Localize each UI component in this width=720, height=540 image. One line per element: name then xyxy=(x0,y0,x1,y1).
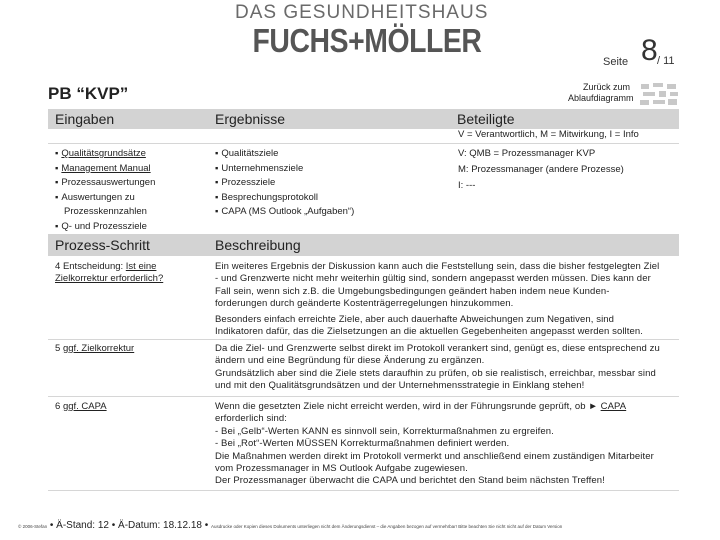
io-header-bar xyxy=(48,109,679,129)
inputs-list xyxy=(55,147,155,234)
list-item: ▪ Besprechungsprotokoll xyxy=(215,191,354,206)
footer xyxy=(18,520,562,531)
list-item: ▪ Q- und Prozessziele xyxy=(55,220,155,235)
step-6-description: Wenn die gesetzten Ziele nicht erreicht werden, wird in der Führungsrunde geprüft, ob ► CAPA erforderlich sind: - Bei „Gelb“-Werten KANN es sinnvoll sein, Korrekturmaßnahmen zu ergreifen. - Bei „Rot“-Werten MÜSSEN Korrekturmaßnahmen definiert werden. Die Maßnahmen werden direkt im Protokoll vermerkt und anschließend einem zuständigen Mitarbeiter vom Prozessmanager in MS Outlook Aufgabe zugewiesen. Der Prozessmanager überwacht die CAPA und berichtet den Stand beim nächsten Treffen! xyxy=(215,401,654,487)
step-4-label: 4 Entscheidung: Ist eine Zielkorrektur erforderlich? xyxy=(55,261,164,285)
arrow-right-icon: ► xyxy=(588,401,598,412)
inputs-column-header: Eingaben xyxy=(55,111,115,127)
participants-column-header: Beteiligte xyxy=(457,111,515,127)
footer-copyright: © 2006-Stefan xyxy=(18,524,48,529)
step-5-label: 5 ggf. Zielkorrektur xyxy=(55,343,135,354)
company-logo: FUCHS+MÖLLER xyxy=(252,22,482,59)
list-item: Prozesskennzahlen xyxy=(64,206,147,217)
participant-responsible: V: QMB = Prozessmanager KVP xyxy=(458,148,596,159)
step-5-link[interactable]: ggf. Zielkorrektur xyxy=(62,343,135,354)
step-6-link[interactable]: ggf. CAPA xyxy=(62,401,107,412)
list-item: ▪ Qualitätsziele xyxy=(215,147,354,162)
participant-info: I: --- xyxy=(458,180,476,191)
step-6-label: 6 ggf. CAPA xyxy=(55,401,107,412)
divider xyxy=(48,490,679,491)
list-item: ▪ Prozessauswertungen xyxy=(55,176,155,191)
step-4-link[interactable]: Ist eine xyxy=(125,261,157,272)
list-item[interactable]: ▪ Management Manual xyxy=(55,162,155,177)
list-item: ▪ CAPA (MS Outlook „Aufgaben“) xyxy=(215,205,354,220)
back-to-flowchart-link[interactable]: Zurück zum Ablaufdiagramm xyxy=(568,82,634,103)
capa-link[interactable]: CAPA xyxy=(600,401,627,412)
process-step-column-header: Prozess-Schritt xyxy=(55,237,150,253)
step-5-description: Da die Ziel- und Grenzwerte selbst direkt im Protokoll verankert sind, genügt es, diese entsprechend zu ändern und eine Begründung für diese Änderung zu ergänzen. Grundsätzlich aber sind die Ziele stets daraufhin zu prüfen, ob sie realistisch, erreichbar, messbar sind und mit den Qualitätsgrundsätzen und der Unternehmensstrategie in Einklang stehen! xyxy=(215,343,660,392)
divider xyxy=(48,143,679,144)
page-total: / 11 xyxy=(657,55,675,67)
divider xyxy=(48,396,679,397)
footer-revision: • Ä-Stand: 12 • Ä-Datum: 18.12.18 • xyxy=(49,520,209,531)
description-column-header: Beschreibung xyxy=(215,237,301,253)
participant-contributor: M: Prozessmanager (andere Prozesse) xyxy=(458,164,624,175)
page-title: PB “KVP” xyxy=(48,84,129,103)
list-item: ▪ Prozessziele xyxy=(215,176,354,191)
list-item[interactable]: ▪ Qualitätsgrundsätze xyxy=(55,147,155,162)
list-item: ▪ Unternehmensziele xyxy=(215,162,354,177)
outputs-list xyxy=(215,147,354,220)
list-item: ▪ Auswertungen zu xyxy=(55,191,155,206)
flowchart-thumbnail-icon[interactable] xyxy=(639,82,679,108)
page-number: 8 xyxy=(641,34,658,67)
participants-legend: V = Verantwortlich, M = Mitwirkung, I = Info xyxy=(458,129,639,140)
step-4-link-cont[interactable]: Zielkorrektur erforderlich? xyxy=(55,273,164,285)
footer-notice: Ausdrucke oder Kopien dieses Dokuments unterliegen nicht dem Änderungsdienst – die Angaben bezogen auf vermehrbar! Bitte beachten Sie nicht nicht auf der Datum Version xyxy=(211,524,563,529)
company-logo-tagline: DAS GESUNDHEITSHAUS xyxy=(235,2,489,23)
divider xyxy=(48,339,679,340)
outputs-column-header: Ergebnisse xyxy=(215,111,286,127)
page-label: Seite xyxy=(603,56,629,68)
step-4-description: Ein weiteres Ergebnis der Diskussion kann auch die Feststellung sein, dass die bisher festgelegten Ziel - und Grenzwerte nicht mehr weiterhin gültig sind, sondern angepasst werden müssen. Dies kann der Fall sein, wenn sich z.B. die Umgebungsbedingungen geändert haben indem neue Kunden- forderungen durch geänderte Kostenträgerregelungen hinzukommen. Besonders einfach erreichte Ziele, aber auch dauerhafte Abweichungen zum Negativen, sind Indikatoren dafür, das die Zielsetzungen an die aktuellen Gegebenheiten angepasst werden sollten. xyxy=(215,261,660,338)
